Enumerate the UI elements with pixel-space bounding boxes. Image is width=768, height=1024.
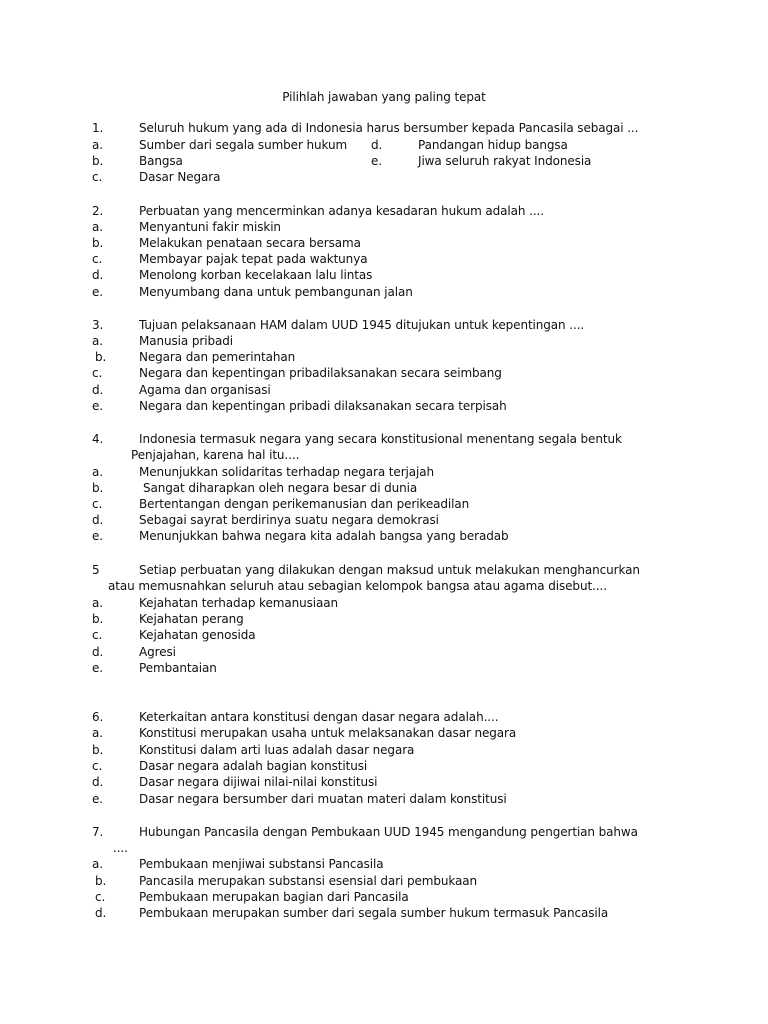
option-text: Konstitusi dalam arti luas adalah dasar negara xyxy=(139,743,415,757)
option-label: c. xyxy=(92,366,103,380)
option-text: Pembukaan merupakan bagian dari Pancasila xyxy=(139,890,409,904)
option-label: c. xyxy=(92,252,103,266)
option-text: Dasar negara bersumber dari muatan materi dalam konstitusi xyxy=(139,792,507,806)
option-label: e. xyxy=(92,285,103,299)
option-text: Agama dan organisasi xyxy=(139,383,271,397)
page-title: Pilihlah jawaban yang paling tepat xyxy=(282,90,486,104)
option-label: b. xyxy=(92,743,104,757)
option-text: Menunjukkan solidaritas terhadap negara terjajah xyxy=(139,465,435,479)
question-text: Perbuatan yang mencerminkan adanya kesadaran hukum adalah .... xyxy=(139,204,544,218)
option-text: Manusia pribadi xyxy=(139,334,233,348)
option-label: d. xyxy=(371,138,383,152)
option-label: b. xyxy=(92,154,104,168)
option-label: d. xyxy=(92,268,104,282)
option-label: a. xyxy=(92,726,103,740)
option-text: Dasar negara adalah bagian konstitusi xyxy=(139,759,368,773)
option-text: Kejahatan genosida xyxy=(139,628,256,642)
option-label: c. xyxy=(92,497,103,511)
question-text: Hubungan Pancasila dengan Pembukaan UUD 1945 mengandung pengertian bahwa xyxy=(139,825,638,839)
option-label: a. xyxy=(92,857,103,871)
option-label: c. xyxy=(92,628,103,642)
question-text: Tujuan pelaksanaan HAM dalam UUD 1945 ditujukan untuk kepentingan .... xyxy=(139,318,585,332)
question-text: Seluruh hukum yang ada di Indonesia harus bersumber kepada Pancasila sebagai ... xyxy=(139,121,639,135)
option-text: Membayar pajak tepat pada waktunya xyxy=(139,252,368,266)
question-text: Indonesia termasuk negara yang secara konstitusional menentang segala bentuk xyxy=(139,432,622,446)
option-text: Negara dan pemerintahan xyxy=(139,350,296,364)
option-text: Menunjukkan bahwa negara kita adalah bangsa yang beradab xyxy=(139,529,509,543)
option-text: Bertentangan dengan perikemanusian dan perikeadilan xyxy=(139,497,470,511)
question-text-continued: atau memusnahkan seluruh atau sebagian kelompok bangsa atau agama disebut.... xyxy=(108,579,607,593)
option-text: Negara dan kepentingan pribadi dilaksanakan secara terpisah xyxy=(139,399,507,413)
option-text: Negara dan kepentingan pribadilaksanakan secara seimbang xyxy=(139,366,502,380)
option-text: Pembantaian xyxy=(139,661,217,675)
question-number: 7. xyxy=(92,825,104,839)
option-label: a. xyxy=(92,334,103,348)
option-label: c. xyxy=(95,890,106,904)
option-text: Pembukaan menjiwai substansi Pancasila xyxy=(139,857,384,871)
option-text: Menyantuni fakir miskin xyxy=(139,220,281,234)
option-text: Pandangan hidup bangsa xyxy=(418,138,568,152)
option-label: b. xyxy=(95,874,107,888)
question-number: 2. xyxy=(92,204,104,218)
option-label: b. xyxy=(92,612,104,626)
option-text: Konstitusi merupakan usaha untuk melaksanakan dasar negara xyxy=(139,726,517,740)
option-label: a. xyxy=(92,220,103,234)
option-text: Jiwa seluruh rakyat Indonesia xyxy=(418,154,592,168)
option-label: e. xyxy=(92,661,103,675)
option-text: Sangat diharapkan oleh negara besar di dunia xyxy=(143,481,418,495)
question-text: Keterkaitan antara konstitusi dengan dasar negara adalah.... xyxy=(139,710,499,724)
option-label: d. xyxy=(92,513,104,527)
question-number: 1. xyxy=(92,121,104,135)
question-number: 4. xyxy=(92,432,104,446)
option-label: e. xyxy=(92,529,103,543)
question-number: 3. xyxy=(92,318,104,332)
option-text: Agresi xyxy=(139,645,176,659)
option-text: Sumber dari segala sumber hukum xyxy=(139,138,348,152)
option-label: a. xyxy=(92,138,103,152)
option-text: Bangsa xyxy=(139,154,183,168)
option-label: c. xyxy=(92,170,103,184)
option-label: b. xyxy=(92,236,104,250)
option-label: e. xyxy=(92,399,103,413)
question-text-continued: .... xyxy=(113,841,128,855)
option-text: Sebagai sayrat berdirinya suatu negara demokrasi xyxy=(139,513,439,527)
option-label: b. xyxy=(92,481,104,495)
option-label: a. xyxy=(92,596,103,610)
option-text: Pembukaan merupakan sumber dari segala sumber hukum termasuk Pancasila xyxy=(139,906,609,920)
option-label: e. xyxy=(371,154,382,168)
option-text: Melakukan penataan secara bersama xyxy=(139,236,361,250)
option-label: d. xyxy=(95,906,107,920)
question-number: 6. xyxy=(92,710,104,724)
option-label: d. xyxy=(92,775,104,789)
option-text: Kejahatan perang xyxy=(139,612,244,626)
option-label: d. xyxy=(92,383,104,397)
option-text: Pancasila merupakan substansi esensial dari pembukaan xyxy=(139,874,478,888)
option-text: Kejahatan terhadap kemanusiaan xyxy=(139,596,339,610)
option-label: a. xyxy=(92,465,103,479)
option-label: e. xyxy=(92,792,103,806)
question-number: 5 xyxy=(92,563,100,577)
option-label: b. xyxy=(95,350,107,364)
question-text: Setiap perbuatan yang dilakukan dengan maksud untuk melakukan menghancurkan xyxy=(139,563,640,577)
option-text: Dasar Negara xyxy=(139,170,221,184)
option-text: Menyumbang dana untuk pembangunan jalan xyxy=(139,285,413,299)
question-text-continued: Penjajahan, karena hal itu.... xyxy=(131,448,300,462)
option-label: d. xyxy=(92,645,104,659)
option-text: Dasar negara dijiwai nilai-nilai konstitusi xyxy=(139,775,378,789)
option-label: c. xyxy=(92,759,103,773)
option-text: Menolong korban kecelakaan lalu lintas xyxy=(139,268,373,282)
